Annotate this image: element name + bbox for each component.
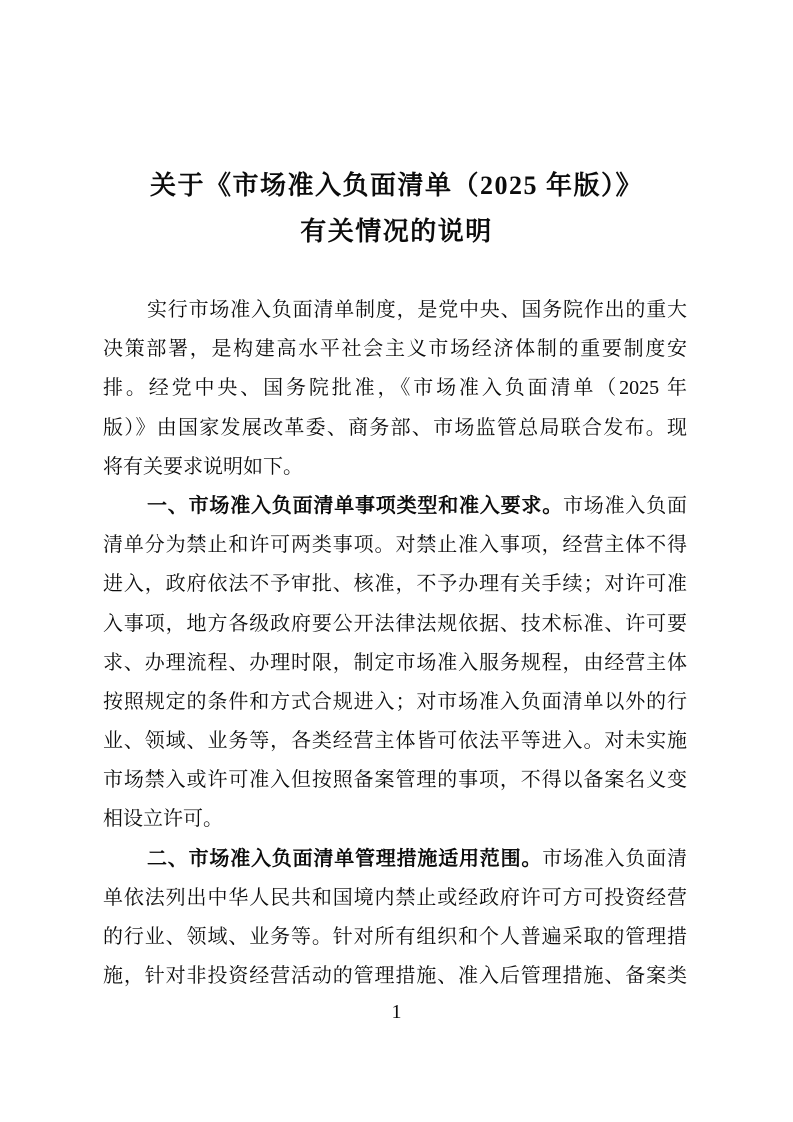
document-title: [0, 163, 793, 255]
document-title-line-2: 有关情况的说明: [300, 217, 493, 246]
document-body: [103, 291, 687, 996]
text-line: 相设立许可。: [103, 808, 223, 831]
text-line: 求、办理流程、办理时限，制定市场准入服务规程，由经营主体: [103, 651, 687, 674]
section-heading-2: 二、市场准入负面清单管理措施适用范围。: [147, 847, 543, 870]
text-line: 业、领域、业务等，各类经营主体皆可依法平等进入。对未实施: [103, 730, 687, 753]
text-line: 清单分为禁止和许可两类事项。对禁止准入事项，经营主体不得: [103, 534, 687, 557]
document-title-line-1: 关于《市场准入负面清单（2025 年版）》: [149, 171, 643, 200]
text-line: [103, 840, 687, 879]
text-line: 入事项，地方各级政府要公开法律法规依据、技术标准、许可要: [103, 612, 687, 635]
text-run: 市场准入负面清: [542, 847, 687, 870]
section-heading-1: 一、市场准入负面清单事项类型和准入要求。: [147, 494, 563, 517]
text-line: 的行业、领域、业务等。针对所有组织和个人普遍采取的管理措: [103, 926, 687, 948]
text-line: 市场禁入或许可准入但按照备案管理的事项，不得以备案名义变: [103, 769, 687, 792]
text-line: 决策部署，是构建高水平社会主义市场经济体制的重要制度安: [103, 338, 687, 361]
page-number: 1: [391, 1001, 402, 1023]
text-line: 单依法列出中华人民共和国境内禁止或经政府许可方可投资经营: [103, 886, 687, 909]
text-line: 将有关要求说明如下。: [103, 455, 303, 478]
text-line: 进入，政府依法不予审批、核准，不予办理有关手续；对许可准: [103, 573, 687, 596]
text-line: 排。经党中央、国务院批准，《市场准入负面清单（2025 年: [103, 377, 687, 400]
text-line: 实行市场准入负面清单制度，是党中央、国务院作出的重大: [147, 299, 687, 321]
text-line: 按照规定的条件和方式合规进入；对市场准入负面清单以外的行: [103, 690, 687, 713]
text-line: 版）》由国家发展改革委、商务部、市场监管总局联合发布。现: [103, 416, 687, 439]
text-run: 市场准入负面: [563, 494, 687, 517]
text-line: [103, 487, 687, 526]
text-line: 施，针对非投资经营活动的管理措施、准入后管理措施、备案类: [103, 965, 687, 988]
